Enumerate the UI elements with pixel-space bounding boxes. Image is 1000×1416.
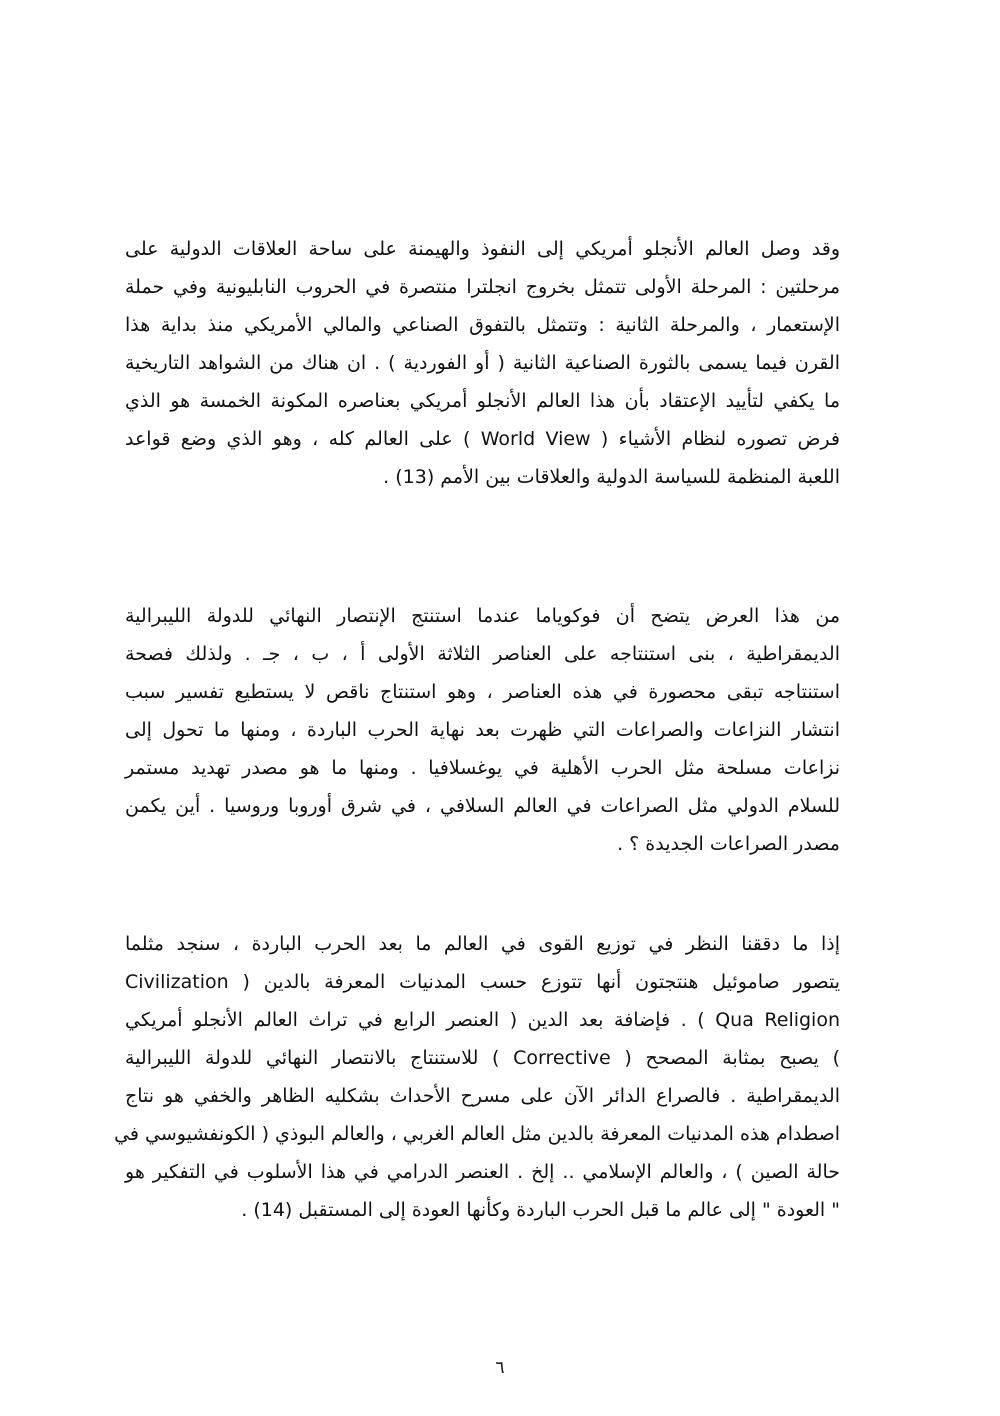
paragraph-line: إذا ما دققنا النظر في توزيع القوى في العالم ما بعد الحرب الباردة ، سنجد مثلما (125, 933, 840, 955)
paragraph-line: القرن فيما يسمى بالثورة الصناعية الثانية ( أو الفوردية ) . ان هناك من الشواهد التاريخية (125, 352, 840, 374)
paragraph-line: Qua Religion ) . فإضافة بعد الدين ( العنصر الرابع في تراث العالم الأنجلو أمريكي (125, 1009, 841, 1031)
paragraph-line: من هذا العرض يتضح أن فوكوياما عندما استنتج الإنتصار النهائي للدولة الليبرالية (125, 605, 840, 627)
paragraph-line: مصدر الصراعات الجديدة ؟ . (617, 833, 840, 855)
paragraph-line: وقد وصل العالم الأنجلو أمريكي إلى النفوذ والهيمنة على ساحة العلاقات الدولية على (125, 238, 840, 260)
paragraph-line: اصطدام هذه المدنيات المعرفة بالدين مثل العالم الغربي ، والعالم البوذي ( الكونفشيوسي في (114, 1123, 840, 1145)
paragraph-2 (125, 597, 840, 863)
paragraph-1 (125, 230, 840, 496)
paragraph-line: حالة الصين ) ، والعالم الإسلامي .. إلخ . العنصر الدرامي في هذا الأسلوب في التفكير هو (125, 1161, 840, 1183)
paragraph-line: ما يكفي لتأييد الإعتقاد بأن هذا العالم الأنجلو أمريكي بعناصره المكونة الخمسة هو الذي (125, 390, 840, 412)
paragraph-line: للسلام الدولي مثل الصراعات في العالم السلافي ، في شرق أوروبا وروسيا . أين يكمن (125, 795, 840, 817)
paragraph-line: الديمقراطية . فالصراع الدائر الآن على مسرح الأحداث بشكليه الظاهر والخفي هو نتاج (125, 1085, 840, 1107)
paragraph-line: يتصور صاموئيل هنتجتون أنها تتوزع حسب المدنيات المعرفة بالدين ( Civilization (125, 971, 840, 993)
paragraph-line: ) يصبح بمثابة المصحح ( Corrective ) للاستنتاج بالانتصار النهائي للدولة الليبرالية (125, 1047, 840, 1069)
paragraph-line: اللعبة المنظمة للسياسة الدولية والعلاقات بين الأمم (13) . (383, 466, 840, 488)
page-number: ٦ (495, 1358, 505, 1378)
paragraph-line: الديمقراطية ، بنى استنتاجه على العناصر الثلاثة الأولى أ ، ب ، جـ . ولذلك فصحة (125, 643, 840, 665)
paragraph-line: فرض تصوره لنظام الأشياء ( World View ) على العالم كله ، وهو الذي وضع قواعد (125, 428, 840, 450)
paragraph-line: مرحلتين : المرحلة الأولى تتمثل بخروج انجلترا منتصرة في الحروب النابليونية وفي حملة (125, 276, 840, 298)
paragraph-3 (114, 925, 841, 1229)
paragraph-line: نزاعات مسلحة مثل الحرب الأهلية في يوغسلافيا . ومنها ما هو مصدر تهديد مستمر (125, 757, 840, 779)
paragraph-line: " العودة " إلى عالم ما قبل الحرب الباردة وكأنها العودة إلى المستقبل (14) . (241, 1199, 840, 1221)
paragraph-line: انتشار النزاعات والصراعات التي ظهرت بعد نهاية الحرب الباردة ، ومنها ما تحول إلى (125, 719, 840, 741)
paragraph-line: استنتاجه تبقى محصورة في هذه العناصر ، وهو استنتاج ناقص لا يستطيع تفسير سبب (125, 681, 840, 703)
paragraph-line: الإستعمار ، والمرحلة الثانية : وتتمثل بالتفوق الصناعي والمالي الأمريكي منذ بداية هذا (125, 314, 840, 336)
